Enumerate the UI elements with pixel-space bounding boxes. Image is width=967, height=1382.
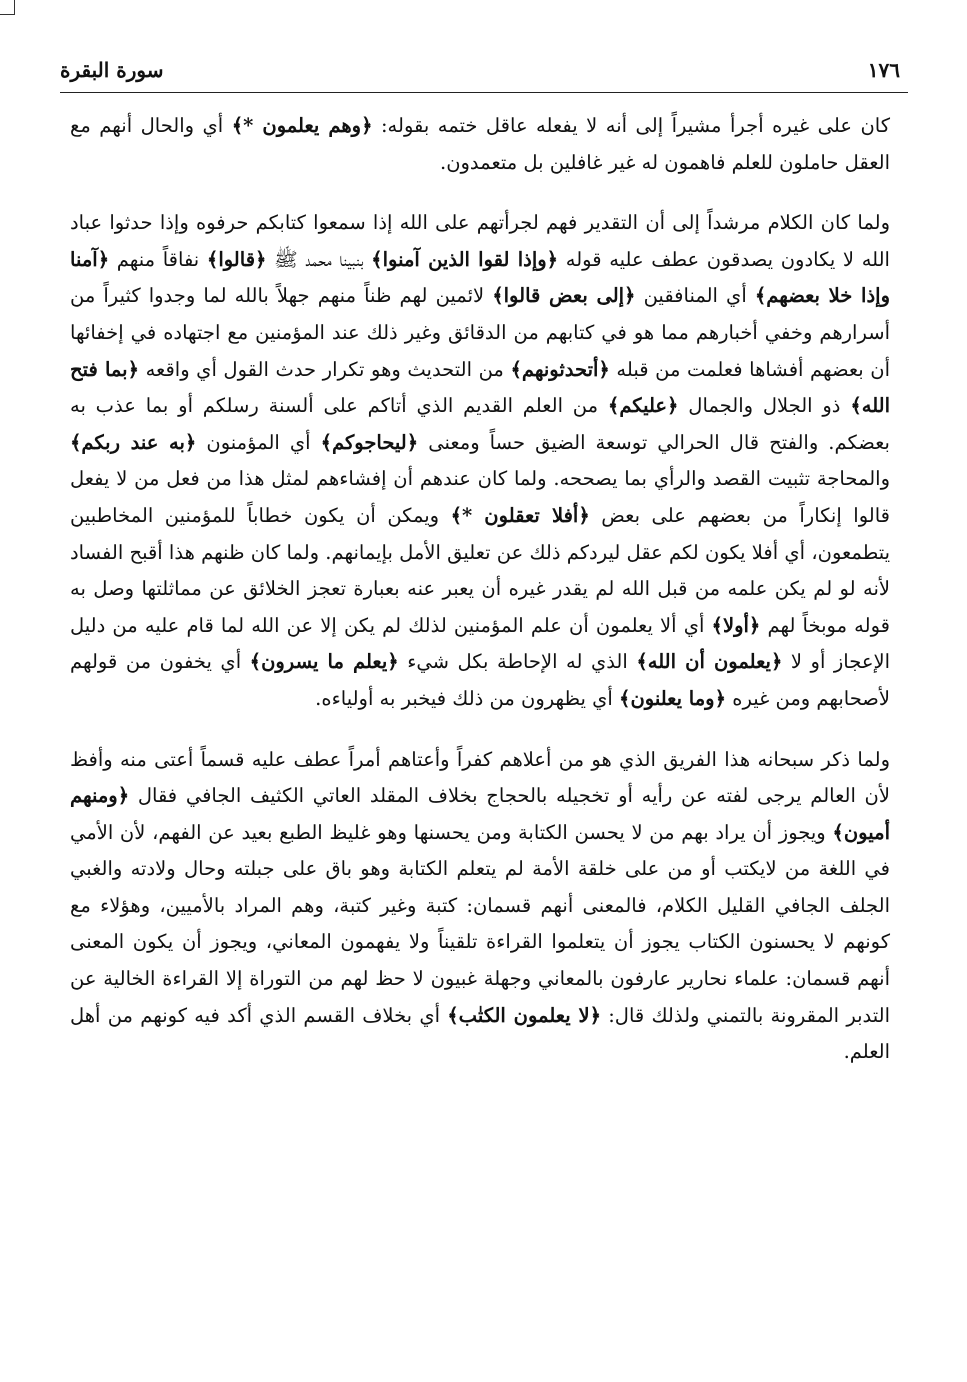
paragraph xyxy=(70,108,890,181)
quran-quote: ﴿وإذا لقوا الذين آمنوا﴾ xyxy=(371,247,559,271)
page-number: ١٧٦ xyxy=(867,58,900,82)
quran-quote: ﴿إلى بعض قالوا﴾ xyxy=(492,284,636,308)
quran-quote: ﴿ومنهم أميون﴾ xyxy=(70,784,890,844)
paragraph-text: من التحديث وهو تكرار حدث القول أي واقعه xyxy=(139,357,511,381)
quran-quote: ﴿بما فتح الله﴾ xyxy=(70,357,891,418)
paragraph xyxy=(70,742,890,1071)
paragraph-text: ولما ذكر سبحانه هذا الفريق الذي هو من أعلاهم كفراً وأعتاهم أمراً عطف عليه قسماً أعتى منه وأفظ لأن العالم يرجى لفته عن رأيه أو تخجيله بالحجاج بخلاف المقلد العاتي الكثيف الجافي فقال xyxy=(70,747,890,808)
body-text xyxy=(70,108,890,1095)
quran-quote: ﴿يعلمون أن الله﴾ xyxy=(636,650,783,674)
paragraph-text: ولما كان الكلام مرشداً إلى أن التقدير فهم لجرأتهم على الله إذا سمعوا كتابكم حرفوه وإذا حدثوا عباد الله لا يكادون يصدقون عطف عليه قوله xyxy=(70,211,890,271)
paragraph-text: الذي له الإحاطة بكل شيء xyxy=(398,650,637,674)
quran-quote: ﴿أفلا تعقلون *﴾ xyxy=(450,503,590,527)
paragraph-text: أي يخفون من قولهم لأصحابهم ومن غيره xyxy=(70,650,890,710)
paragraph-text: أي ألا يعلمون أن علم المؤمنين لذلك لم يكن إلا عن الله لما قام عليه من دليل الإعجاز أو لا xyxy=(70,613,891,674)
paragraph-text: نفاقاً منهم xyxy=(109,247,207,271)
paragraph-text: ويجوز أن يراد بهم من لا يحسن الكتابة ومن يحسنها وهو غليظ الطبع بعيد عن الفهم، لأن الأمي في اللغة من لايكتب أو من على خلقة الأمة لم يتعلم الكتابة وهو باق على جبلته وحال ولادته والغبي الجلف الجافي القليل الكلام، فالمعنى أنهم قسمان: كتبة وغير كتبة، وهم المراد بالأميين، وهؤلاء مع كونهم لا يحسنون الكتاب يجوز أن يتعلموا القراءة تلقيناً ولا يفهمون المعاني، ويجوز أن يكون المعنى أنهم قسمان: علماء نحارير عارفون بالمعاني وجهلة غبيون لا حظ لهم من التوراة إلا القراءة الخالية عن التدبر المقرونة بالتمني ولذلك قال: xyxy=(70,820,890,1027)
quran-quote: ﴿وهم يعلمون *﴾ xyxy=(231,114,373,137)
crop-mark xyxy=(0,0,15,15)
quran-quote: ﴿أتحدثونهم﴾ xyxy=(510,357,610,381)
paragraph-text: والمحاجة تثبيت القصد والرأي بما يصححه. ولما كان عندهم أن إفشاءهم لمثل هذا من فعل من لا يفعل قالوا إنكاراً من بعضهم على بعض xyxy=(70,467,890,527)
paragraph-text: أي يظهرون من ذلك فيخبر به أولياءه. xyxy=(315,686,620,710)
quran-quote: ﴿قالوا﴾ xyxy=(206,247,267,271)
quran-quote: ﴿ليحاجوكم﴾ xyxy=(320,430,419,454)
paragraph-text: أي والحال أنهم مع العقل حاملون للعلم فاهمون له غير غافلين بل متعمدون. xyxy=(70,114,890,174)
paragraph-text: ويمكن أن يكون خطاباً للمؤمنين المخاطبين يتطمعون، أي أفلا يكون لكم عقل ليردكم ذلك عن تعليق الأمل بإيمانهم. ولما كان ظنهم هذا أقبح الفساد لأنه لو لم يكن علمه من قبل الله لم يقدر غيره أن يعبر عنه بعبارة تعجز الخلائق عن مماثلتها وصل به قوله موبخاً لهم xyxy=(70,503,890,637)
quran-quote: ﴿لا يعلمون الكتٰب﴾ xyxy=(447,1003,601,1027)
quran-quote: ﴿وما يعلنون﴾ xyxy=(619,686,727,710)
running-header xyxy=(60,52,908,93)
paragraph-text: كان على غيره أجرأ مشيراً إلى أنه لا يفعله عاقل ختمه بقوله: xyxy=(372,114,890,137)
paragraph-text: بنبينا محمد ﷺ xyxy=(266,247,372,271)
quran-quote: ﴿يعلم ما يسرون﴾ xyxy=(249,650,399,674)
surah-title: سورة البقرة xyxy=(60,58,164,82)
paragraph-text: ذو الجلال والجمال xyxy=(678,394,851,418)
paragraph-text: من العلم القديم الذي أتاكم على ألسنة رسلكم أو بما عذب به بعضكم. والفتح قال الحرالي توسعة الضيق حساً ومعنى xyxy=(70,394,890,454)
quran-quote: ﴿عليكم﴾ xyxy=(607,394,679,418)
quran-quote: ﴿به عند ربكم﴾ xyxy=(70,430,197,454)
paragraph-text: أي المؤمنون xyxy=(196,430,321,454)
paragraph-text: أي المنافقين xyxy=(635,284,755,308)
quran-quote: ﴿أولا﴾ xyxy=(711,613,761,637)
paragraph xyxy=(70,205,890,717)
paragraph-text: لائمين لهم ظناً منهم جهلاً بالله لما وجدوا كثيراً من أسرارهم وخفي أخبارهم مما هو في كتابهم من الدقائق وغير ذلك عند المؤمنين مع اجتهاده في إخفائها أن بعضهم أفشاها فعلمت من قبله xyxy=(70,284,891,381)
quran-quote: ﴿آمنا وإذا خلا بعضهم﴾ xyxy=(70,247,890,308)
paragraph-text: أي بخلاف القسم الذي أكد فيه كونهم من أهل العلم. xyxy=(70,1003,890,1064)
